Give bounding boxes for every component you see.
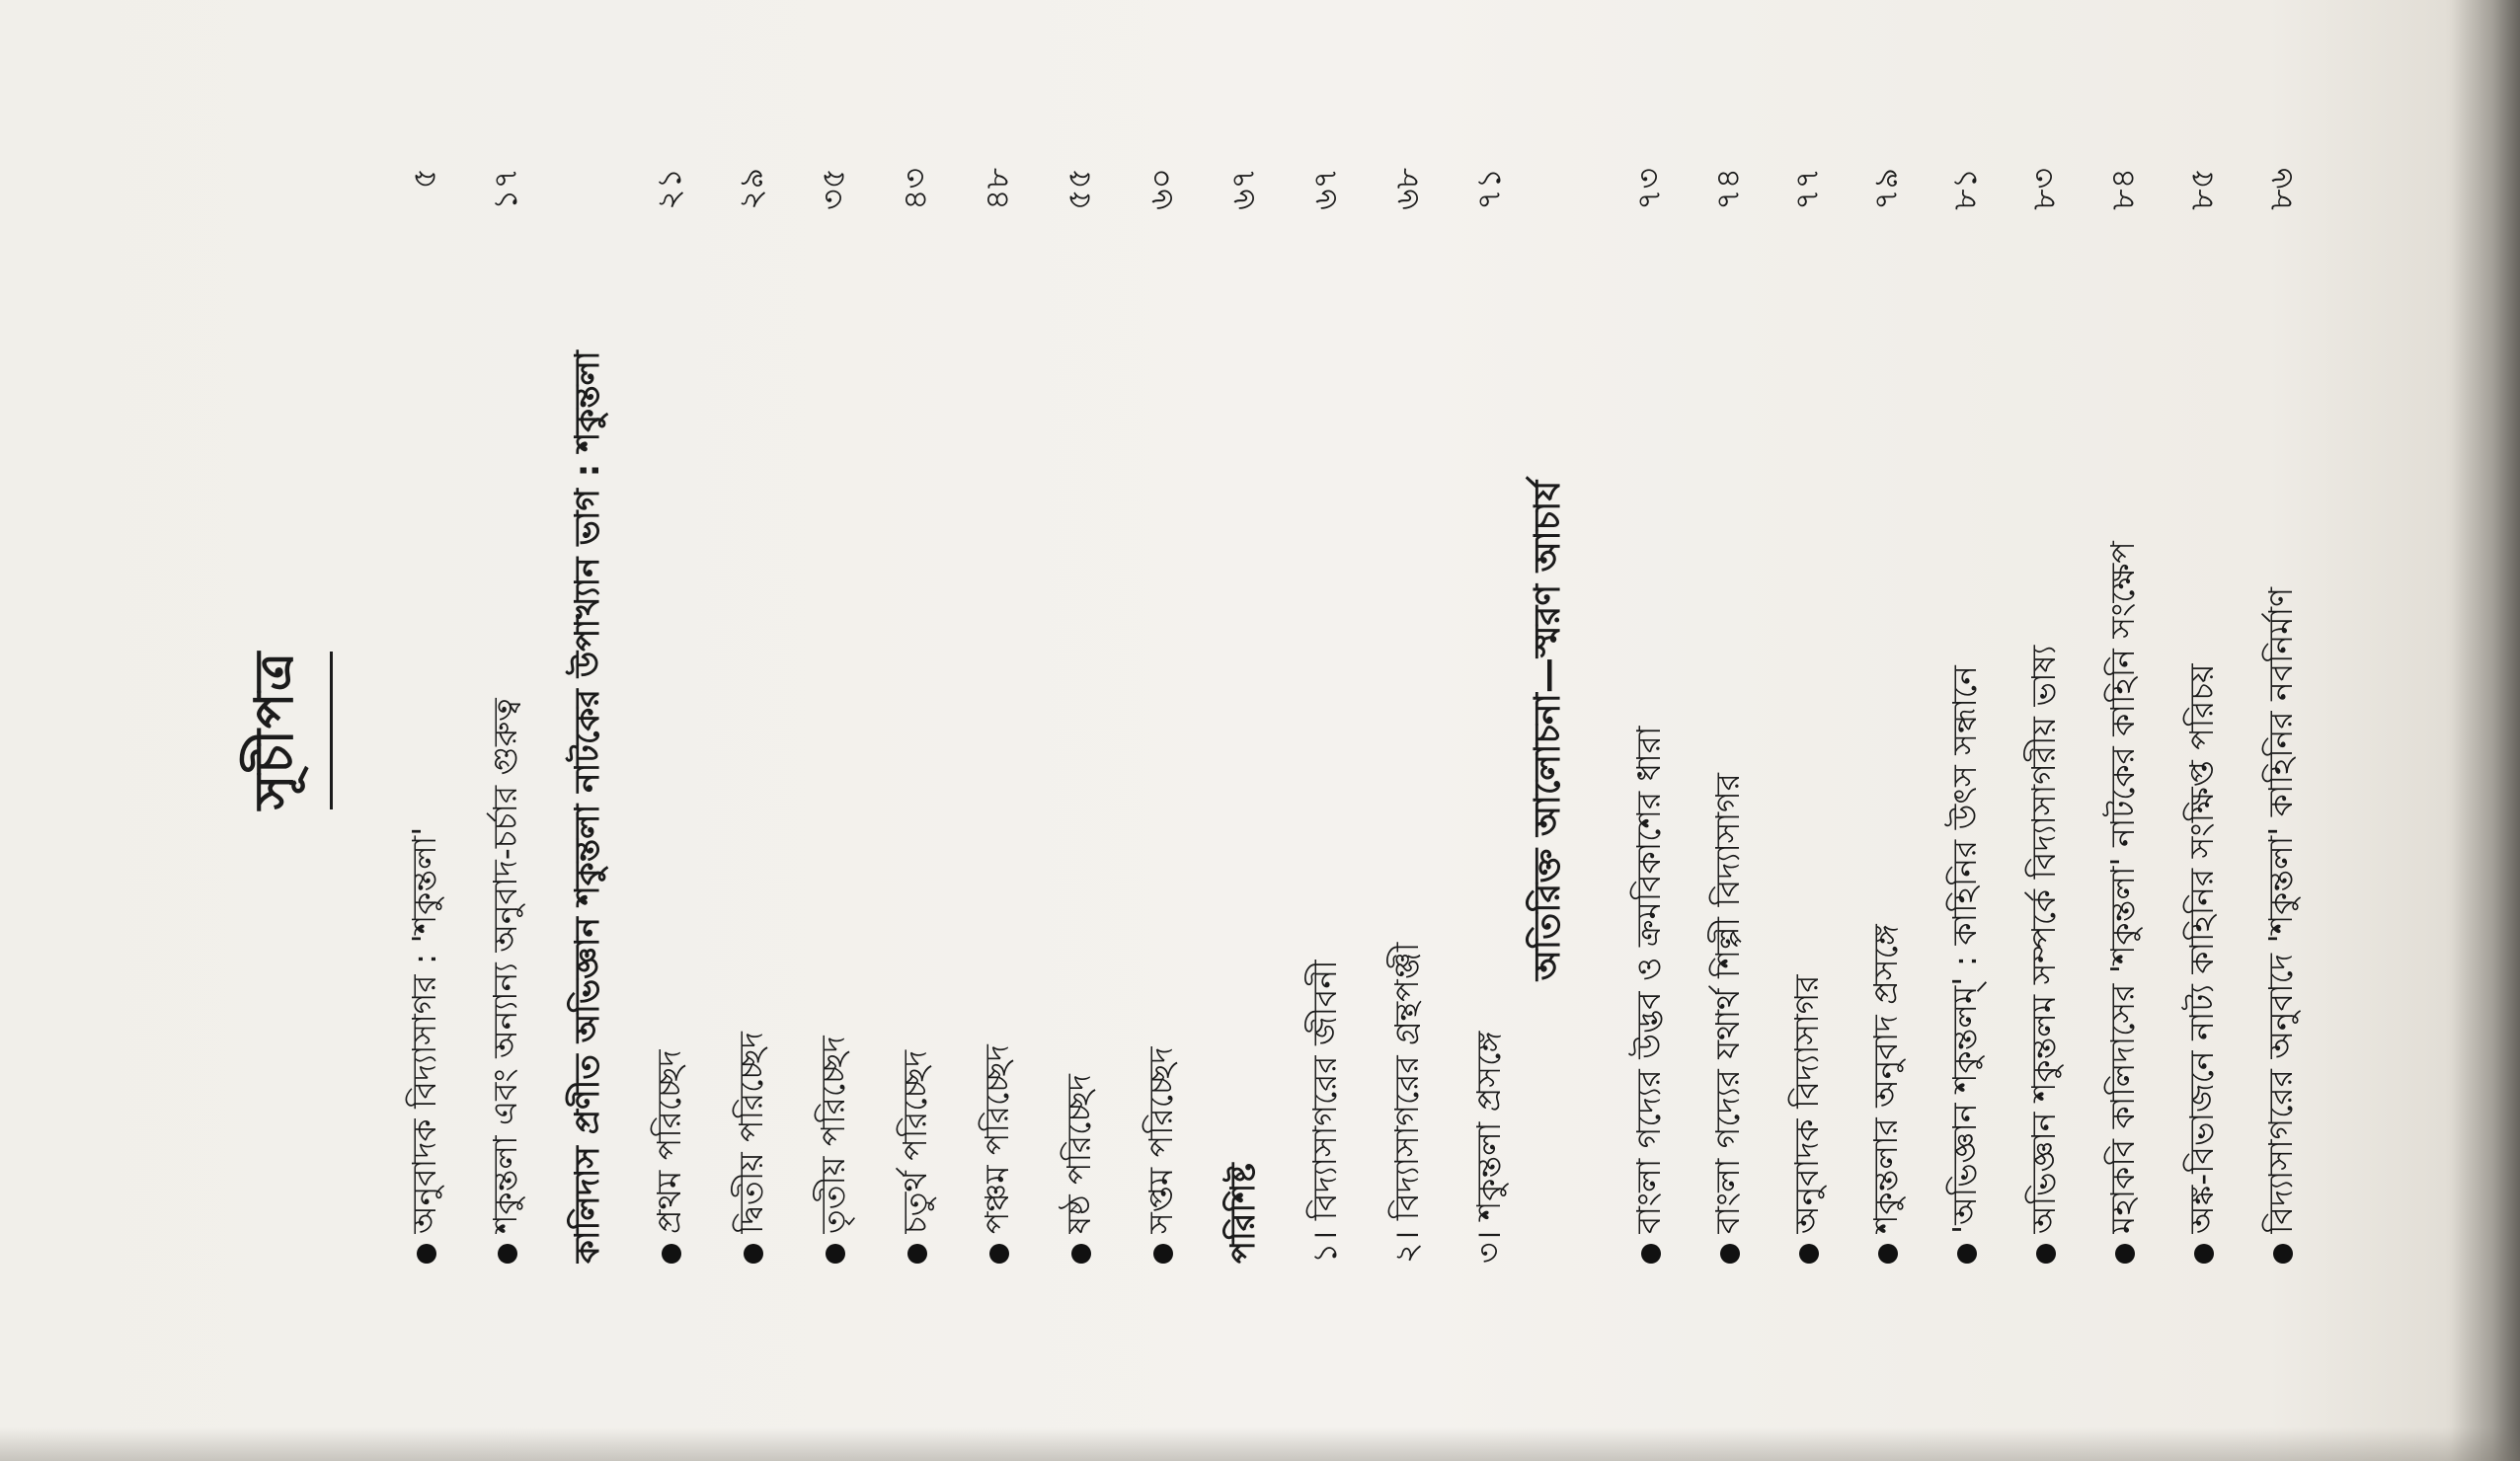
toc-entry-page: ৬০ [1142, 168, 1180, 210]
toc-entry-title: সপ্তম পরিচ্ছেদ [1142, 1046, 1180, 1234]
toc-entry-page: ৫ [405, 168, 443, 190]
bullet-icon [2115, 1244, 2135, 1264]
toc-entry-title: পঞ্চম পরিচ্ছেদ [978, 1044, 1016, 1234]
toc-entry-title: ষষ্ঠ পরিচ্ছেদ [1060, 1073, 1098, 1234]
toc-entry-title: বাংলা গদ্যের উদ্ভব ও ক্রমবিকাশের ধারা [1629, 726, 1668, 1234]
toc-entry [722, 168, 785, 1264]
toc-entry [804, 168, 867, 1264]
toc-entry-title: অভিজ্ঞান শকুন্তলম সম্পর্কে বিদ্যাসাগরীয় ভাষ্য [2024, 645, 2063, 1234]
toc-entry-title: শকুন্তলার অনুবাদ প্রসঙ্গে [1866, 924, 1905, 1234]
toc-entry-title: প্রথম পরিচ্ছেদ [650, 1049, 688, 1234]
toc-entry-title: তৃতীয় পরিচ্ছেদ [814, 1036, 852, 1234]
bullet-icon [662, 1244, 681, 1264]
toc-entry [2093, 168, 2157, 1264]
toc-entry [1935, 168, 1999, 1264]
toc-entry-page: ৪৮ [978, 168, 1016, 210]
toc-entry-page: ৬৭ [1223, 168, 1262, 210]
toc-entry [2251, 168, 2315, 1264]
toc-entry [968, 168, 1031, 1264]
toc-entry [1698, 168, 1762, 1264]
toc-entry [2172, 168, 2236, 1264]
toc-entry-title: ২। বিদ্যাসাগরের গ্রন্থপঞ্জী [1387, 942, 1426, 1264]
bullet-icon [498, 1244, 517, 1264]
toc-entry-page: ৮৪ [2103, 168, 2142, 210]
toc-entry [2014, 168, 2078, 1264]
toc-entry-page: ২১ [650, 168, 688, 210]
toc-entry-page: ৬৭ [1305, 168, 1344, 210]
toc-entry-page: ২৯ [732, 168, 770, 210]
toc-entry [1296, 168, 1359, 1264]
toc-entry-page: ৪৩ [896, 168, 934, 210]
toc-entry-title: অনুবাদক বিদ্যাসাগর : 'শকুন্তলা' [405, 826, 443, 1234]
toc-entry-page: ৭৭ [1787, 168, 1826, 210]
toc-entry [1050, 168, 1113, 1264]
toc-entry-title: অনুবাদক বিদ্যাসাগর [1787, 974, 1826, 1234]
bullet-icon [1878, 1244, 1898, 1264]
toc-entry-title: কালিদাস প্রণীত অভিজ্ঞান শকুন্তলা নাটকের উপাখ্যান ভাগ : শকুন্তলা [567, 350, 607, 1264]
toc-entry [476, 168, 539, 1264]
toc-entry [1214, 168, 1277, 1264]
toc-entry-title: অঙ্ক-বিভাজনে নাট্য কাহিনির সংক্ষিপ্ত পরিচয় [2182, 663, 2221, 1234]
toc-entry-page: ৭৪ [1708, 168, 1747, 210]
toc-entry [640, 168, 703, 1264]
bullet-icon [1641, 1244, 1661, 1264]
toc-entry [1378, 168, 1441, 1264]
bullet-icon [417, 1244, 436, 1264]
bullet-icon [2194, 1244, 2214, 1264]
toc-entry [1856, 168, 1920, 1264]
section-heading: অতিরিক্ত আলোচনা—স্মরণ আচার্য [1528, 480, 1568, 981]
toc-entry-title: বিদ্যাসাগরের অনুবাদে 'শকুন্তলা' কাহিনির নবনির্মাণ [2261, 586, 2300, 1234]
toc-entry-page: ৫৫ [1060, 168, 1098, 210]
bullet-icon [1799, 1244, 1819, 1264]
toc-entry-page: ৮৩ [2024, 168, 2063, 210]
toc-entry [1619, 168, 1683, 1264]
page-bottom-edge [0, 1427, 2520, 1461]
bullet-icon [744, 1244, 763, 1264]
toc-entry-page: ৮৫ [2182, 168, 2221, 210]
toc-entry-page: ১৭ [486, 168, 524, 210]
toc-entry-title: চতুর্থ পরিচ্ছেদ [896, 1049, 934, 1234]
toc-entry [1132, 168, 1195, 1264]
toc-entry [1777, 168, 1841, 1264]
toc-entry [395, 168, 458, 1264]
toc-entry-title: মহাকবি কালিদাসের 'শকুন্তলা' নাটকের কাহিনি সংক্ষেপ [2103, 541, 2142, 1234]
toc-entry-title: ৩। শকুন্তলা প্রসঙ্গে [1469, 1031, 1508, 1264]
toc-entry-page: ৭১ [1469, 168, 1508, 210]
toc-entry-title: দ্বিতীয় পরিচ্ছেদ [732, 1031, 770, 1234]
contents-heading-text: সূচীপত্র [233, 652, 333, 810]
toc-entry [886, 168, 949, 1264]
toc-entry-page: ৩৫ [814, 168, 852, 210]
toc-entry-page: ৭৩ [1629, 168, 1668, 210]
toc-entry-title: বাংলা গদ্যের যথার্থ শিল্পী বিদ্যাসাগর [1708, 773, 1747, 1234]
contents-heading [233, 0, 333, 1461]
toc-entry-page: ৬৮ [1387, 168, 1426, 210]
bullet-icon [989, 1244, 1009, 1264]
toc-entry [558, 168, 621, 1264]
bullet-icon [1720, 1244, 1740, 1264]
bullet-icon [1071, 1244, 1091, 1264]
toc-entry-page: ৮১ [1945, 168, 1984, 210]
bullet-icon [826, 1244, 845, 1264]
toc-entry [1459, 168, 1523, 1264]
toc-entry-title: শকুন্তলা এবং অন্যান্য অনুবাদ-চর্চার গুরুত্ব [486, 698, 524, 1234]
toc-entry-title: পরিশিষ্ট [1222, 1163, 1263, 1264]
toc-entry-title: 'অভিজ্ঞান শকুন্তলম্' : কাহিনির উৎস সন্ধানে [1945, 665, 1984, 1234]
bullet-icon [1153, 1244, 1173, 1264]
bullet-icon [907, 1244, 927, 1264]
toc-entry-page: ৮৬ [2261, 168, 2300, 210]
bullet-icon [1957, 1244, 1977, 1264]
bullet-icon [2036, 1244, 2056, 1264]
bullet-icon [2273, 1244, 2293, 1264]
toc-entry-title: ১। বিদ্যাসাগরের জীবনী [1305, 960, 1344, 1264]
toc-entry-page: ৭৯ [1866, 168, 1905, 210]
book-spine-shadow [2451, 0, 2520, 1461]
